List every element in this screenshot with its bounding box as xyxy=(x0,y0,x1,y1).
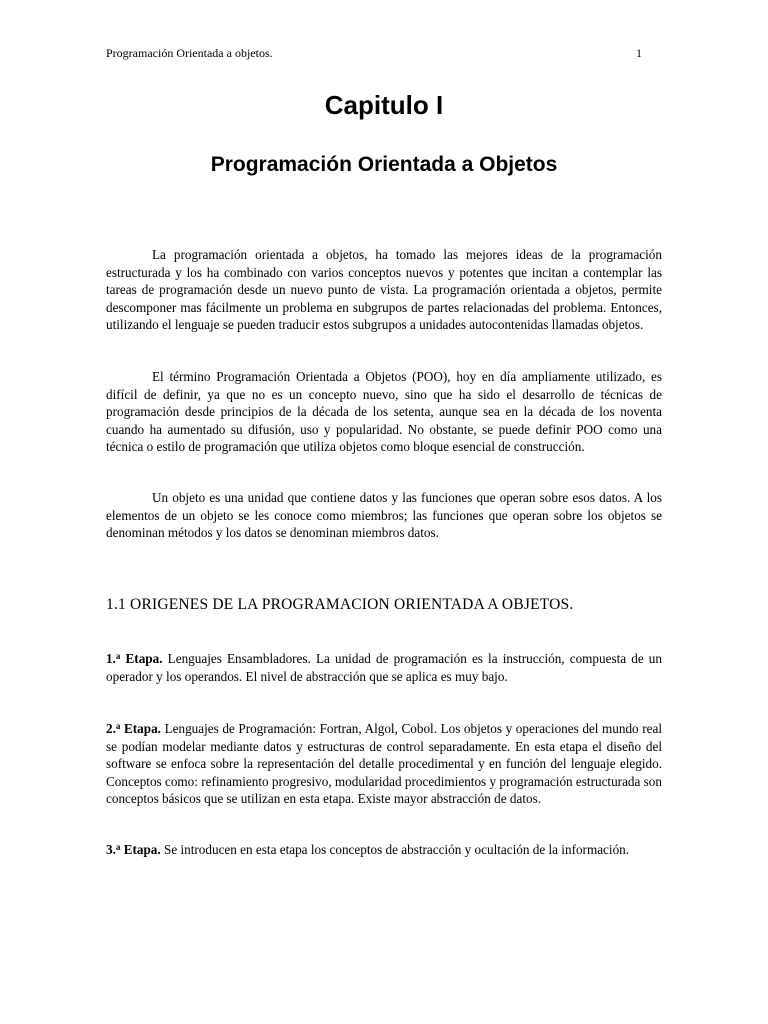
running-title: Programación Orientada a objetos. xyxy=(106,46,273,60)
stage-2-label: 2.$^a$ Etapa. xyxy=(106,721,161,736)
chapter-title: Capitulo I xyxy=(324,90,444,120)
stage-2-text: Lenguajes de Programación: Fortran, Algol, Cobol. Los objetos y operaciones del mundo real se podían modelar mediante datos y estructuras de control separadamente. En esta etapa el diseño del software se enfoca sobre la representación del detalle procedimental y en función del lenguaje elegido. Conceptos como: refinamiento progresivo, modularidad procedimientos y programación estructurada son conceptos básicos que se utilizan en esta etapa. Existe mayor abstracción de datos. xyxy=(106,721,662,807)
stage-3-paragraph xyxy=(106,839,662,859)
stage-2-paragraph xyxy=(106,718,662,808)
stage-1-label: 1.$^a$ Etapa. xyxy=(106,651,163,666)
section-heading: 1.1 ORIGENES DE LA PROGRAMACION ORIENTADA A OBJETOS. xyxy=(106,596,574,613)
stage-1-text: Lenguajes Ensambladores. La unidad de programación es la instrucción, compuesta de un operador y los operandos. El nivel de abstracción que se aplica es muy bajo. xyxy=(106,651,662,684)
chapter-subtitle: Programación Orientada a Objetos xyxy=(210,153,558,176)
stage-3-text: Se introducen en esta etapa los conceptos de abstracción y ocultación de la información. xyxy=(160,842,630,857)
stage-3-label: 3.$^a$ Etapa. xyxy=(106,842,161,857)
object-definition-paragraph: Un objeto es una unidad que contiene datos y las funciones que operan sobre esos datos. A los elementos de un objeto se les conoce como miembros; las funciones que operan sobre los objetos se denominan métodos y los datos se denominan miembros datos. xyxy=(106,490,662,541)
page-number: 1 xyxy=(636,46,642,60)
running-header xyxy=(106,44,642,62)
stage-1-paragraph xyxy=(106,648,662,685)
poo-definition-paragraph: El término Programación Orientada a Objetos (POO), hoy en día ampliamente utilizado, es difícil de definir, ya que no es un concepto nuevo, sino que ha sido el desarrollo de técnicas de programación desde principios de la década de los setenta, aunque sea en la década de los noventa cuando ha aumentado su difusión, uso y popularidad. No obstante, se puede definir POO como una técnica o estilo de programación que utiliza objetos como bloque esencial de construcción. xyxy=(106,369,662,455)
intro-paragraph: La programación orientada a objetos, ha tomado las mejores ideas de la programación estructurada y los ha combinado con varios conceptos nuevos y potentes que incitan a contemplar las tareas de programación desde un nuevo punto de vista. La programación orientada a objetos, permite descomponer mas fácilmente un problema en subgrupos de partes relacionadas del problema. Entonces, utilizando el lenguaje se pueden traducir estos subgrupos a unidades autocontenidas llamadas objetos. xyxy=(106,247,662,333)
